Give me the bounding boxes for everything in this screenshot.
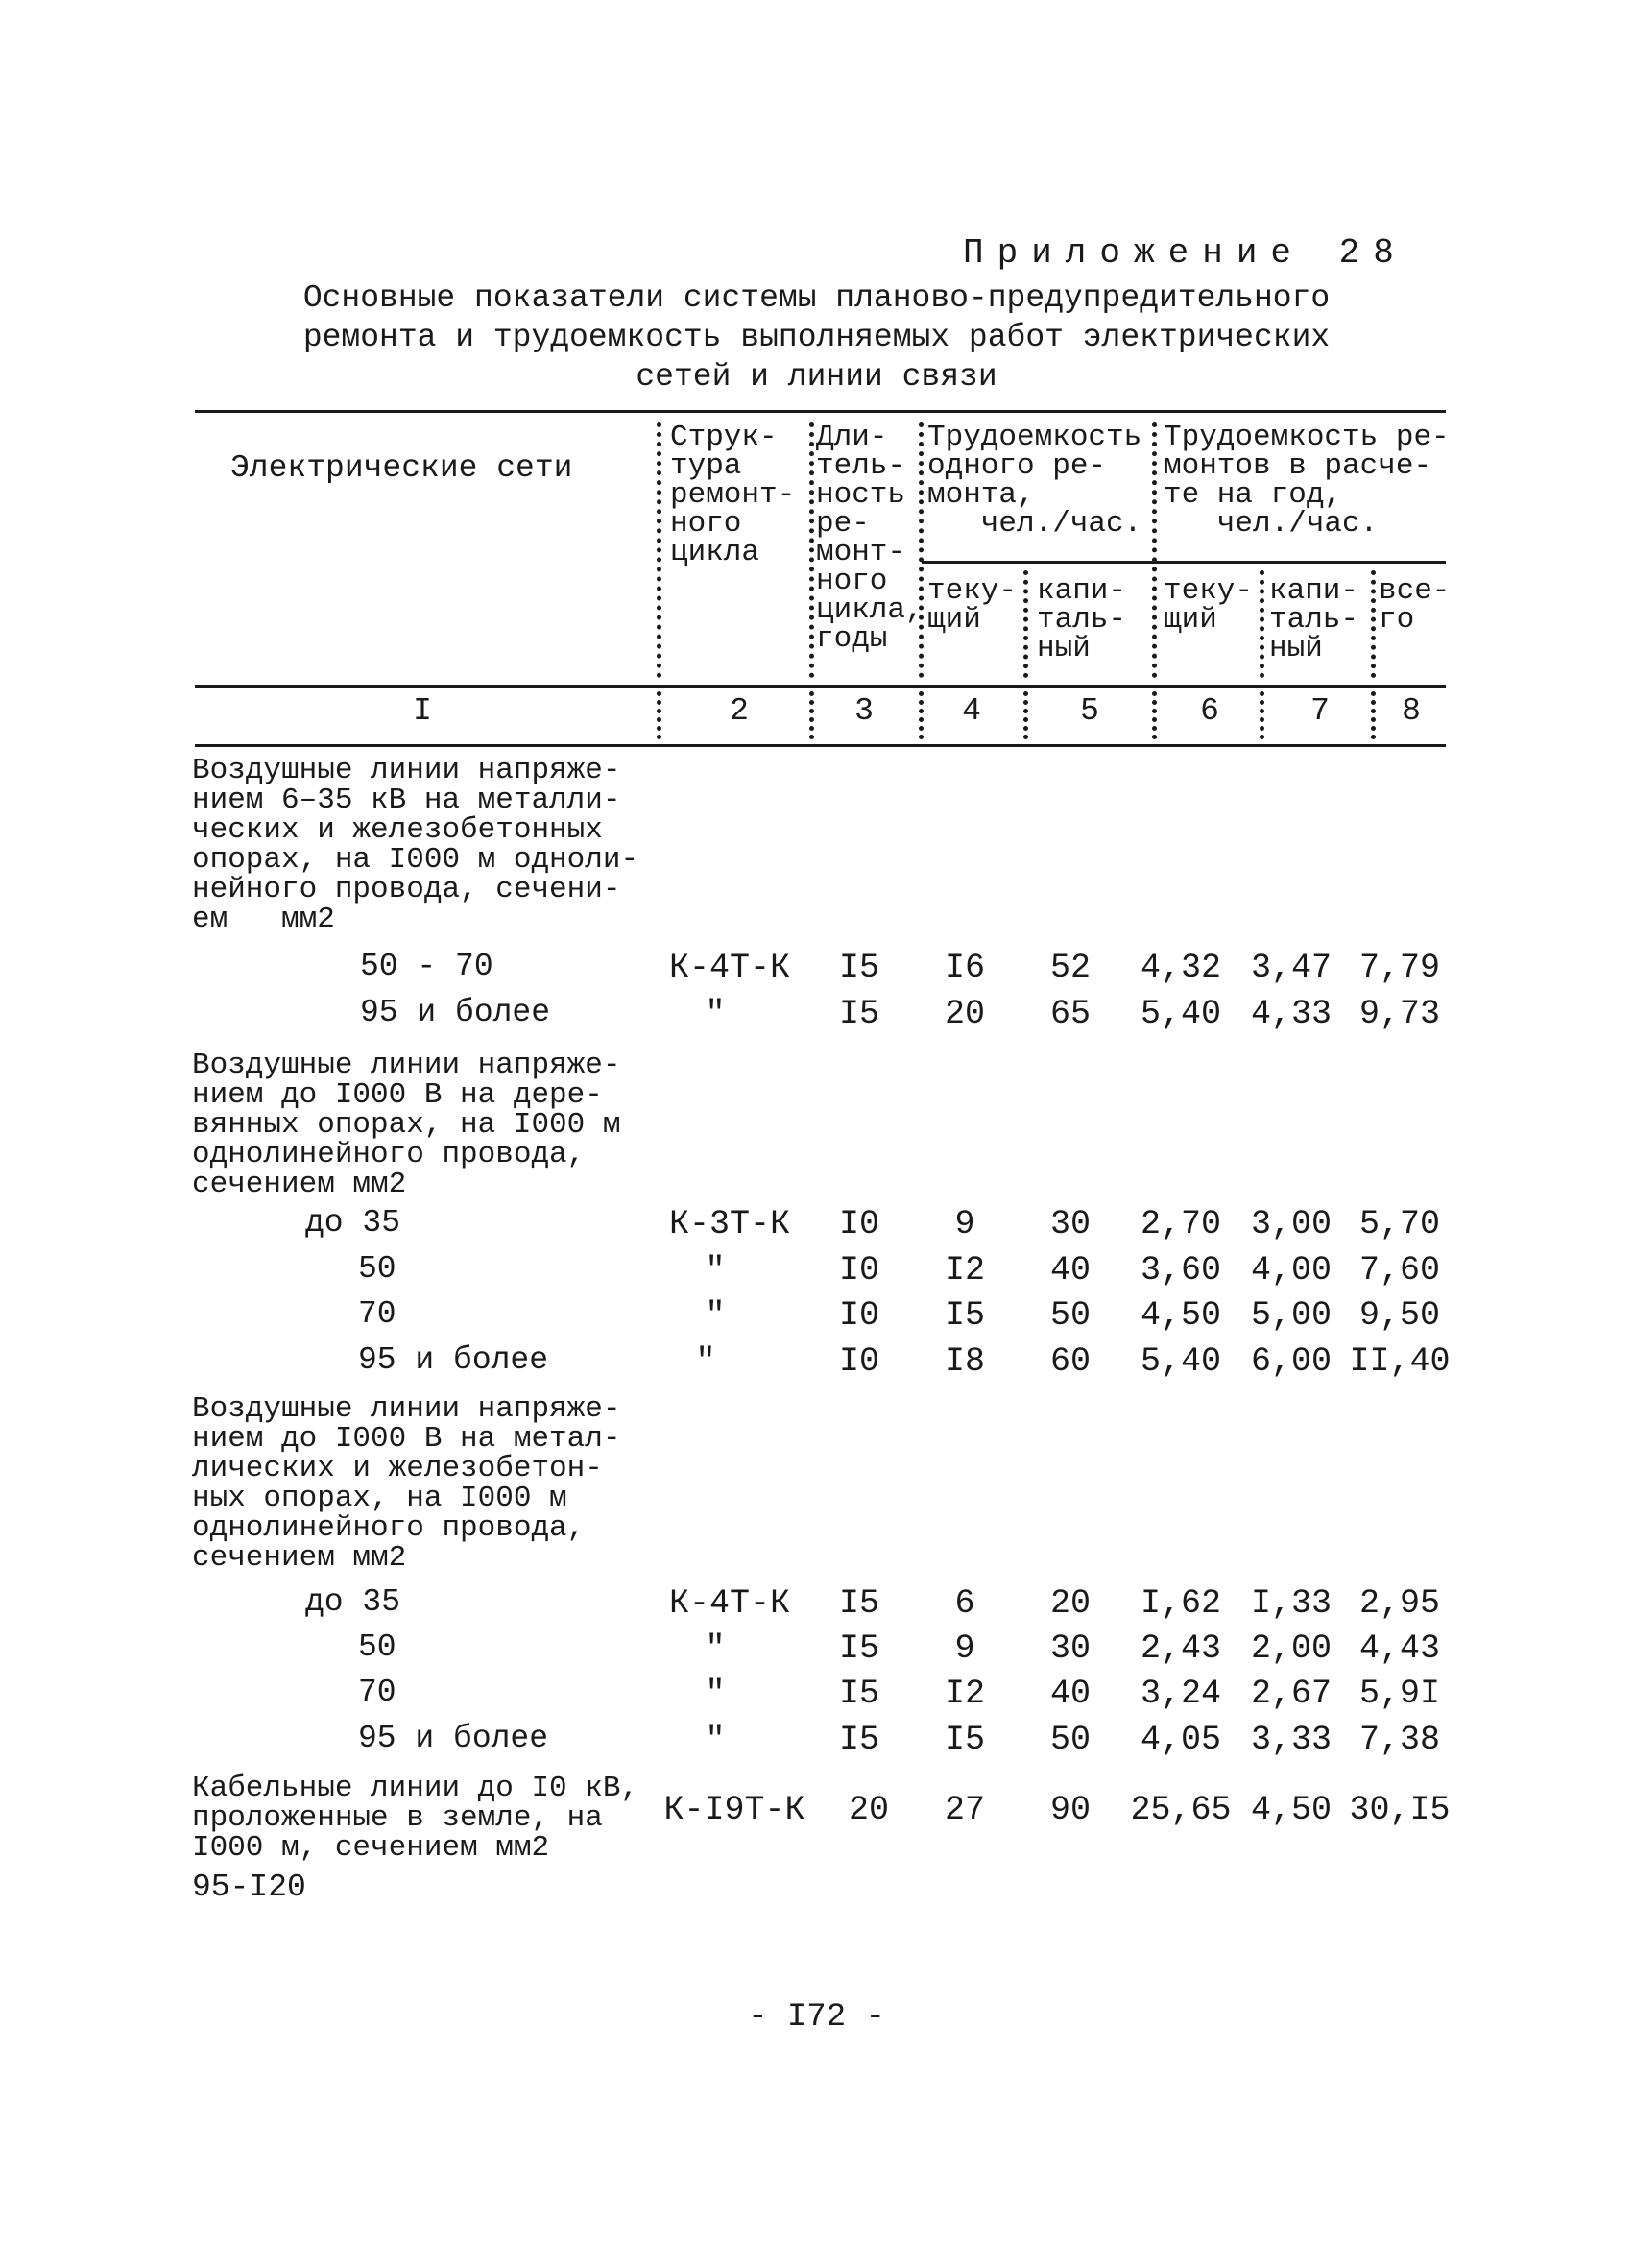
cell-c7: I,33 [1250, 1584, 1332, 1623]
cell-c6: 4,32 [1140, 949, 1221, 987]
cell-c8: 4,43 [1358, 1629, 1440, 1668]
title-line-2: ремонта и трудоемкость выполняемых работ электрических [302, 320, 1331, 355]
num-separator-2 [809, 691, 814, 739]
column-number: 3 [854, 693, 874, 729]
cell-c4: 20 [944, 995, 985, 1033]
header-col6: теку- щий [1164, 574, 1254, 637]
section-tail: 95-I20 [192, 1870, 306, 1905]
cell-c5: 90 [1049, 1791, 1091, 1829]
header-group1: Трудоемкость одного ре- монта, чел./час. [927, 421, 1142, 541]
cell-c3: I5 [838, 1584, 879, 1623]
cell-c3: I5 [838, 1629, 879, 1668]
cell-c8: 2,95 [1358, 1584, 1440, 1623]
cell-c3: 20 [848, 1791, 889, 1829]
cell-c8: 5,9I [1358, 1675, 1440, 1713]
cell-c8: 7,79 [1358, 949, 1440, 987]
separator-2-3 [809, 422, 814, 678]
column-number: 5 [1080, 693, 1099, 729]
cell-c4: 27 [944, 1791, 985, 1829]
cell-c5: 50 [1049, 1721, 1091, 1759]
cell-c6: 2,70 [1140, 1205, 1221, 1243]
cell-c3: I0 [838, 1251, 879, 1290]
cell-c4: I5 [944, 1296, 985, 1335]
cell-c7: 4,00 [1250, 1251, 1332, 1290]
cell-c5: 40 [1049, 1675, 1091, 1713]
section-description: Кабельные линии до I0 кВ, проложенные в земле, на I000 м, сечением мм2 [192, 1772, 639, 1865]
section-description: Воздушные линии напряже- нием до I000 В на дере- вянных опорах, на I000 м однолинейного провода, сечением мм2 [192, 1049, 621, 1201]
cell-c2: К-I9Т-К [663, 1791, 805, 1829]
cell-c5: 40 [1049, 1251, 1091, 1290]
row-name: 95 и более [358, 1721, 549, 1756]
cell-c6: I,62 [1140, 1584, 1221, 1623]
separator-5-6 [1152, 422, 1157, 678]
cell-c8: 7,60 [1358, 1251, 1440, 1290]
column-number: 4 [962, 693, 981, 729]
page-number: - I72 - [748, 1999, 885, 2036]
header-bottom-rule [195, 685, 1446, 688]
title-line-1: Основные показатели системы планово-предупредительного [302, 280, 1331, 316]
header-col3: Дли- тель- ность ре- монт- ного цикла, годы [816, 421, 924, 656]
header-col4: теку- щий [927, 574, 1018, 637]
section-description: Воздушные линии напряже- нием до I000 В на метал- лических и железобетон- ных опорах, на I000 м однолинейного провода, сечением мм2 [192, 1392, 621, 1575]
cell-c4: 9 [954, 1629, 975, 1668]
cell-c2: " [695, 1342, 716, 1381]
cell-c4: I5 [944, 1721, 985, 1759]
row-name: 95 и более [358, 1342, 549, 1378]
group-sub-rule [922, 561, 1446, 564]
header-col5: капи- таль- ный [1037, 574, 1127, 665]
cell-c5: 30 [1049, 1629, 1091, 1668]
cell-c8: 30,I5 [1349, 1791, 1451, 1829]
row-name: 50 - 70 [360, 949, 493, 984]
cell-c6: 2,43 [1140, 1629, 1221, 1668]
cell-c6: 3,24 [1140, 1675, 1221, 1713]
cell-c4: 6 [954, 1584, 975, 1623]
cell-c6: 4,05 [1140, 1721, 1221, 1759]
cell-c7: 3,33 [1250, 1721, 1332, 1759]
cell-c6: 4,50 [1140, 1296, 1221, 1335]
cell-c7: 3,47 [1250, 949, 1332, 987]
row-name: 70 [358, 1296, 396, 1332]
separator-1-2 [657, 422, 661, 678]
cell-c4: I8 [944, 1342, 985, 1381]
cell-c4: I6 [944, 949, 985, 987]
cell-c6: 25,65 [1130, 1791, 1232, 1829]
num-separator-1 [657, 691, 661, 739]
cell-c3: I0 [838, 1205, 879, 1243]
header-col2: Струк- тура ремонт- ного цикла [670, 421, 796, 569]
cell-c5: 30 [1049, 1205, 1091, 1243]
cell-c4: I2 [944, 1675, 985, 1713]
cell-c7: 2,67 [1250, 1675, 1332, 1713]
cell-c3: I5 [838, 995, 879, 1033]
cell-c5: 60 [1049, 1342, 1091, 1381]
row-name: 50 [358, 1629, 396, 1665]
column-number: I [413, 693, 432, 729]
cell-c3: I5 [838, 1675, 879, 1713]
cell-c5: 20 [1049, 1584, 1091, 1623]
cell-c3: I0 [838, 1296, 879, 1335]
cell-c8: II,40 [1349, 1342, 1451, 1381]
cell-c2: " [705, 1251, 726, 1290]
cell-c2: К-4Т-К [668, 949, 791, 987]
cell-c6: 3,60 [1140, 1251, 1221, 1290]
cell-c5: 65 [1049, 995, 1091, 1033]
cell-c2: " [705, 1629, 726, 1668]
cell-c3: I5 [838, 949, 879, 987]
row-name: 95 и более [360, 995, 551, 1030]
cell-c6: 5,40 [1140, 995, 1221, 1033]
cell-c5: 52 [1049, 949, 1091, 987]
cell-c8: 9,73 [1358, 995, 1440, 1033]
cell-c2: " [705, 1296, 726, 1335]
cell-c2: К-4Т-К [668, 1584, 791, 1623]
cell-c6: 5,40 [1140, 1342, 1221, 1381]
cell-c8: 9,50 [1358, 1296, 1440, 1335]
separator-7-8 [1371, 570, 1376, 678]
numbers-bottom-rule [195, 744, 1446, 747]
section-description: Воздушные линии напряже- нием 6–35 кВ на металли- ческих и железобетонных опорах, на I000 м одноли- нейного провода, сечени- ем мм2 [192, 754, 639, 936]
separator-4-5 [1023, 570, 1028, 678]
num-separator-6 [1260, 691, 1264, 739]
cell-c7: 4,50 [1250, 1791, 1332, 1829]
cell-c2: К-3Т-К [668, 1205, 791, 1243]
cell-c2: " [705, 995, 726, 1033]
cell-c7: 5,00 [1250, 1296, 1332, 1335]
num-separator-5 [1152, 691, 1157, 739]
cell-c5: 50 [1049, 1296, 1091, 1335]
column-number: 8 [1402, 693, 1421, 729]
column-number: 2 [730, 693, 749, 729]
cell-c3: I5 [838, 1721, 879, 1759]
separator-6-7 [1260, 570, 1264, 678]
header-group2: Трудоемкость ре- монтов в расче- те на год, чел./час. [1164, 421, 1450, 541]
column-number: 6 [1200, 693, 1219, 729]
row-name: до 35 [305, 1205, 401, 1241]
appendix-label: Приложение 28 [963, 233, 1407, 273]
cell-c4: 9 [954, 1205, 975, 1243]
cell-c2: " [705, 1675, 726, 1713]
cell-c7: 3,00 [1250, 1205, 1332, 1243]
row-name: 50 [358, 1251, 396, 1287]
cell-c7: 2,00 [1250, 1629, 1332, 1668]
table-top-rule [195, 410, 1446, 413]
cell-c3: I0 [838, 1342, 879, 1381]
row-name: до 35 [305, 1584, 401, 1620]
num-separator-4 [1023, 691, 1028, 739]
header-col8: все- го [1379, 574, 1451, 637]
title-line-3: сетей и линии связи [636, 359, 997, 395]
cell-c2: " [705, 1721, 726, 1759]
row-name: 70 [358, 1675, 396, 1710]
header-col1: Электрические сети [230, 450, 573, 486]
cell-c7: 4,33 [1250, 995, 1332, 1033]
cell-c8: 5,70 [1358, 1205, 1440, 1243]
column-number: 7 [1310, 693, 1330, 729]
cell-c8: 7,38 [1358, 1721, 1440, 1759]
cell-c7: 6,00 [1250, 1342, 1332, 1381]
header-col7: капи- таль- ный [1269, 574, 1359, 665]
cell-c4: I2 [944, 1251, 985, 1290]
